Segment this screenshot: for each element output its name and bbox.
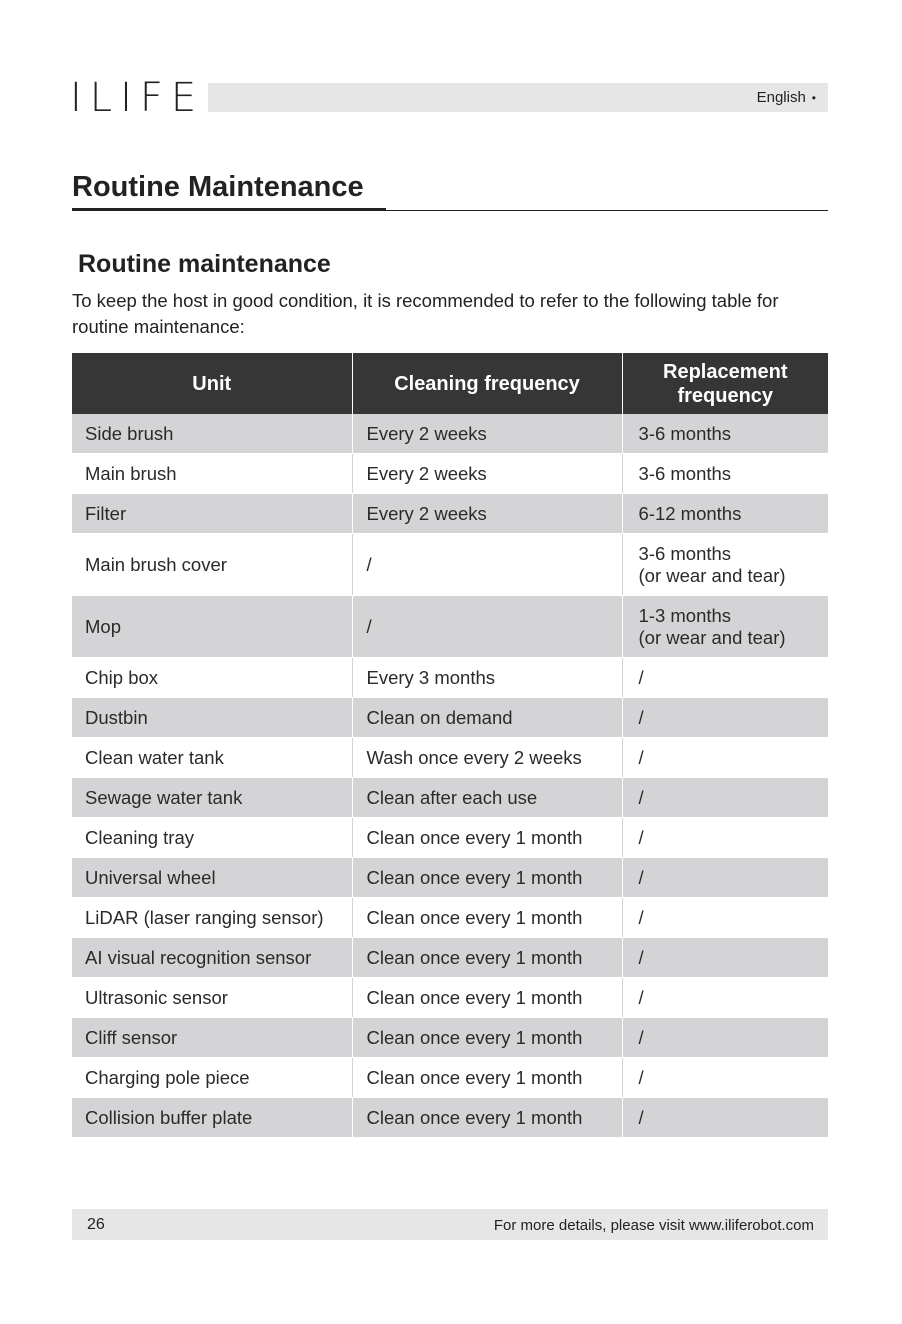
cell-cleaning-frequency: / [352,534,622,596]
cell-unit: Cleaning tray [72,818,352,858]
table-row [72,454,828,494]
replacement-line: 1-3 months [638,604,732,626]
cell-cleaning-frequency: Clean once every 1 month [352,978,622,1018]
cell-cleaning-frequency: Clean once every 1 month [352,1058,622,1098]
table-row [72,534,828,596]
table-row [72,494,828,534]
cell-unit: Dustbin [72,698,352,738]
footer-note: For more details, please visit www.iliferobot.com [493,1217,814,1234]
cell-unit: Side brush [72,414,352,454]
cell-replacement-frequency [622,1018,828,1058]
cell-replacement-frequency [622,414,828,454]
table-row [72,858,828,898]
cell-cleaning-frequency: Clean once every 1 month [352,818,622,858]
cell-replacement-frequency [622,1058,828,1098]
cell-replacement-frequency [622,898,828,938]
cell-cleaning-frequency: Every 3 months [352,658,622,698]
cell-replacement-frequency [622,494,828,534]
cell-unit: Sewage water tank [72,778,352,818]
cell-replacement-frequency [622,738,828,778]
cell-unit: Clean water tank [72,738,352,778]
cell-cleaning-frequency: Every 2 weeks [352,414,622,454]
cell-replacement-frequency [622,454,828,494]
intro-text: To keep the host in good condition, it is recommended to refer to the following table for routine maintenance: [72,290,779,337]
cell-unit: Chip box [72,658,352,698]
cell-unit: Mop [72,596,352,658]
replacement-line: 3-6 months [638,462,732,484]
cell-replacement-frequency [622,596,828,658]
replacement-line: / [638,746,644,768]
maintenance-table [72,353,828,1138]
replacement-line: 6-12 months [638,502,742,524]
replacement-line: / [638,826,644,848]
replacement-line: / [638,706,644,728]
table-row [72,938,828,978]
replacement-line: 3-6 months [638,422,732,444]
cell-unit: Charging pole piece [72,1058,352,1098]
table-row [72,414,828,454]
cell-unit: Ultrasonic sensor [72,978,352,1018]
page-number: 26 [87,1216,105,1233]
cell-cleaning-frequency: Every 2 weeks [352,454,622,494]
title-underline [72,208,386,211]
cell-replacement-frequency [622,778,828,818]
table-row [72,1058,828,1098]
table-row [72,738,828,778]
cell-cleaning-frequency: Wash once every 2 weeks [352,738,622,778]
cell-unit: Main brush cover [72,534,352,596]
table-row [72,1098,828,1138]
table-row [72,778,828,818]
header-cleaning-frequency: Cleaning frequency [352,353,622,414]
cell-unit: LiDAR (laser ranging sensor) [72,898,352,938]
cell-cleaning-frequency: Clean on demand [352,698,622,738]
replacement-line: / [638,1066,644,1088]
cell-replacement-frequency [622,858,828,898]
cell-unit: Universal wheel [72,858,352,898]
replacement-line: / [638,1106,644,1128]
cell-unit: AI visual recognition sensor [72,938,352,978]
brand-logo: ILIFE [70,75,205,121]
replacement-line: (or wear and tear) [638,626,786,648]
table-row [72,596,828,658]
footer-bar [72,1209,828,1240]
cell-unit: Filter [72,494,352,534]
replacement-line: (or wear and tear) [638,564,786,586]
table-row [72,658,828,698]
replacement-line: / [638,866,644,888]
language-text: English [756,89,806,106]
header-replacement-frequency: Replacement frequency [622,353,828,414]
cell-replacement-frequency [622,534,828,596]
replacement-line: / [638,946,644,968]
cell-replacement-frequency [622,658,828,698]
section-title: Routine maintenance [78,250,331,278]
language-label [757,89,816,106]
replacement-line: / [638,786,644,808]
language-bar [208,83,828,112]
cell-replacement-frequency [622,938,828,978]
cell-replacement-frequency [622,1098,828,1138]
table-header-row [72,353,828,414]
table-row [72,1018,828,1058]
table-row [72,898,828,938]
cell-cleaning-frequency: / [352,596,622,658]
cell-cleaning-frequency: Clean once every 1 month [352,1098,622,1138]
maintenance-table-container [72,353,828,1138]
cell-replacement-frequency [622,818,828,858]
replacement-line: / [638,1026,644,1048]
cell-unit: Cliff sensor [72,1018,352,1058]
table-body [72,414,828,1138]
replacement-line: / [638,906,644,928]
replacement-line: / [638,666,644,688]
language-bullet: • [811,91,816,105]
cell-unit: Collision buffer plate [72,1098,352,1138]
cell-cleaning-frequency: Clean once every 1 month [352,898,622,938]
table-row [72,818,828,858]
replacement-line: 3-6 months [638,542,732,564]
cell-replacement-frequency [622,698,828,738]
cell-cleaning-frequency: Clean once every 1 month [352,1018,622,1058]
cell-cleaning-frequency: Clean once every 1 month [352,858,622,898]
cell-unit: Main brush [72,454,352,494]
cell-cleaning-frequency: Clean once every 1 month [352,938,622,978]
table-row [72,698,828,738]
table-row [72,978,828,1018]
page-title: Routine Maintenance [72,171,364,203]
cell-cleaning-frequency: Clean after each use [352,778,622,818]
header-unit: Unit [72,353,352,414]
cell-cleaning-frequency: Every 2 weeks [352,494,622,534]
replacement-line: / [638,986,644,1008]
cell-replacement-frequency [622,978,828,1018]
